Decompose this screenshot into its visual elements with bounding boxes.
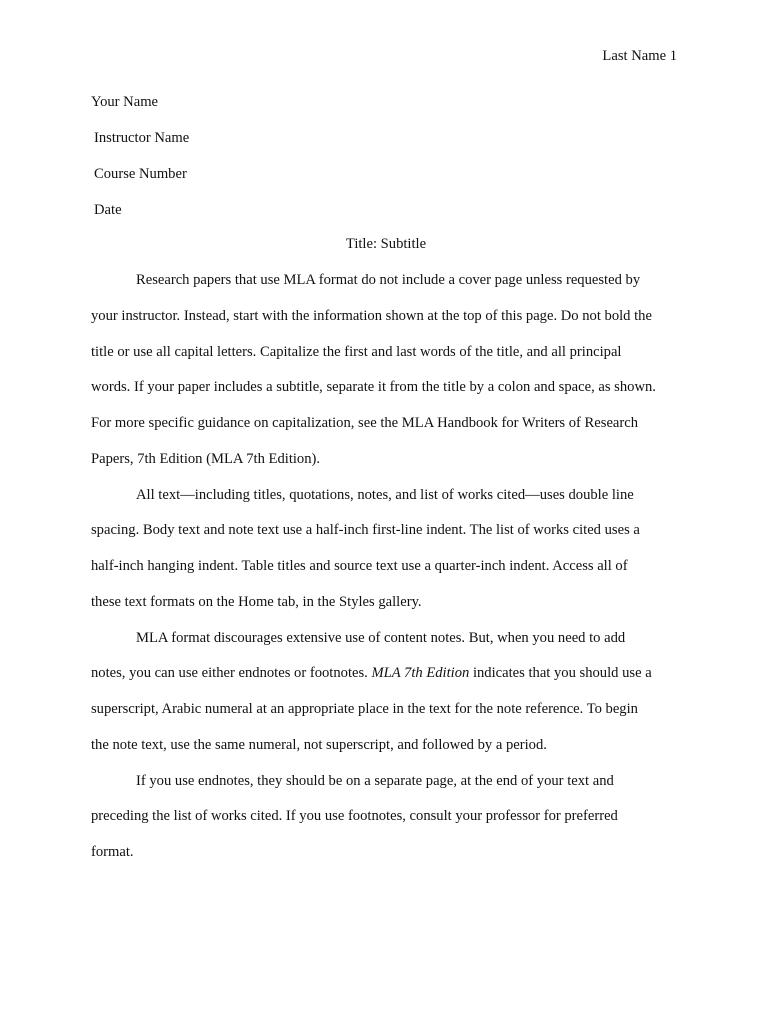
text-line: For more specific guidance on capitalization, see the MLA Handbook for Writers of Research [91,415,639,431]
text-line: title or use all capital letters. Capitalize the first and last words of the title, and all principal [91,343,622,360]
instructor-name: Instructor Name [94,130,190,146]
course-number: Course Number [94,166,187,182]
text-line: Research papers that use MLA format do not include a cover page unless requested by [136,272,641,288]
text-line: format. [91,844,134,860]
text-line: Papers, 7th Edition (MLA 7th Edition). [91,450,321,467]
text-line: spacing. Body text and note text use a half-inch first-line indent. The list of works cited uses a [91,522,640,539]
running-head: Last Name 1 [602,48,677,64]
text-line: the note text, use the same numeral, not superscript, and followed by a period. [91,736,547,753]
paper-title: Title: Subtitle [345,236,427,252]
paragraph [91,485,683,628]
author-name: Your Name [91,94,159,110]
text-segment: indicates that you should use a [469,665,652,682]
text-line: superscript, Arabic numeral at an appropriate place in the text for the note reference. To begin [91,701,638,717]
text-line: MLA format discourages extensive use of content notes. But, when you need to add [136,629,626,646]
paragraph [91,771,683,878]
text-segment: notes, you can use either endnotes or footnotes. [91,665,372,682]
paragraph [91,270,683,485]
body-text [91,270,683,878]
text-line: words. If your paper includes a subtitle, separate it from the title by a colon and space, as shown. [91,379,656,396]
text-line: half-inch hanging indent. Table titles and source text use a quarter-inch indent. Access all of [91,558,628,574]
text-line [91,663,683,699]
text-line: your instructor. Instead, start with the information shown at the top of this page. Do not bold the [91,307,652,324]
text-line: If you use endnotes, they should be on a separate page, at the end of your text and [136,772,614,789]
text-line: All text—including titles, quotations, notes, and list of works cited—uses double line [136,486,634,503]
mla-heading [91,93,681,237]
italic-citation: MLA 7th Edition [371,665,470,682]
text-line: these text formats on the Home tab, in the Styles gallery. [91,593,422,610]
date: Date [94,202,122,218]
text-line: preceding the list of works cited. If you use footnotes, consult your professor for preferred [91,808,618,825]
paragraph [91,628,683,771]
